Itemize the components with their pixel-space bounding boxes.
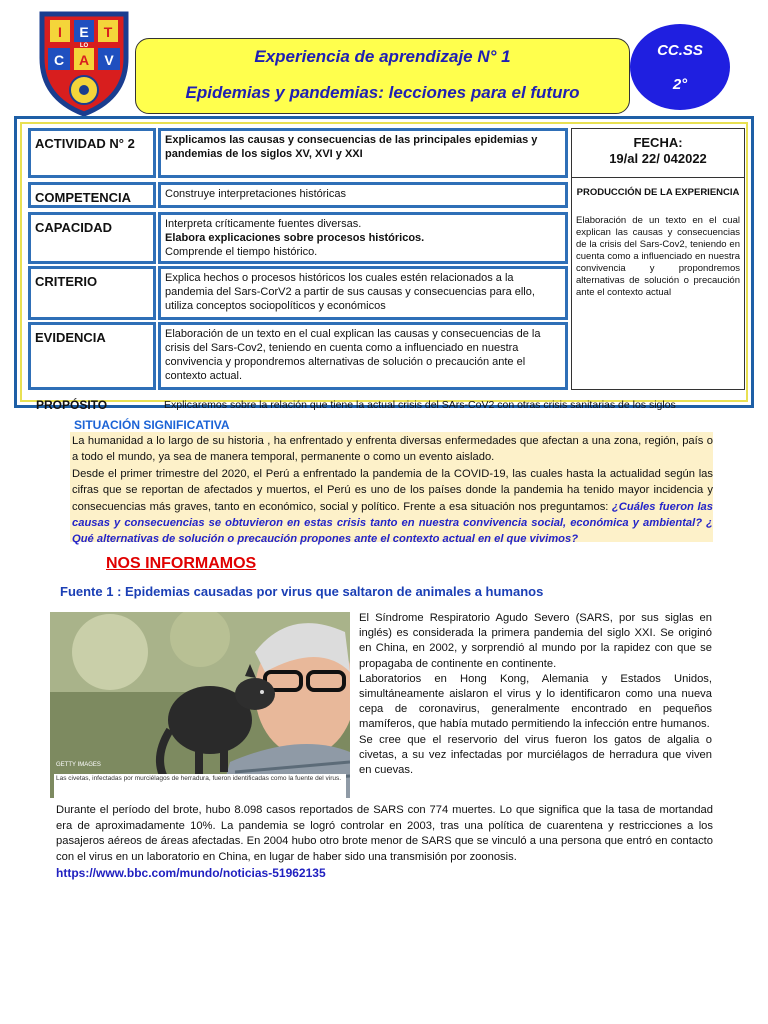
area-badge: [630, 24, 730, 110]
capacidad-line-2: Elabora explicaciones sobre procesos históricos.: [165, 232, 425, 244]
fuente-title: Fuente 1 : Epidemias causadas por virus que saltaron de animales a humanos: [60, 584, 544, 599]
school-logo: [36, 8, 132, 116]
capacidad-label: CAPACIDAD: [28, 212, 156, 264]
photo-credit: GETTY IMAGES: [56, 762, 101, 768]
competencia-text: Construye interpretaciones históricas: [158, 182, 568, 208]
situacion-paragraph-2: [72, 466, 713, 548]
source-link[interactable]: https://www.bbc.com/mundo/noticias-51962135: [56, 866, 326, 880]
sars-paragraph-3: Se cree que el reservorio del virus fueron los gatos de algalia o civetas, a su vez infectadas por murciélagos de herradura que viven en cuevas.: [359, 733, 712, 777]
produccion-text: Elaboración de un texto en el cual explican las causas y consecuencias de la crisis del Sars-Cov2, teniendo en cuenta como a influenciado en nuestra convivencia y propondremos alternativas de solución o precaución ante el contexto actual: [576, 215, 740, 298]
sars-outbreak-paragraph: Durante el período del brote, hubo 8.098 casos reportados de SARS con 774 muertes. Lo que significa que la tasa de mortandad era de aproximadamente 10%. La pandemia se logró controlar en 2003, tras una política de cuarentena y restricciones a los pasajeros aéreos de áreas afectadas. En 2004 hubo otro brote menor de SARS que se vinculó a una persona que entró en contacto con el virus en un laboratorio en China, en lugar de haber sido una transmisión por zoonosis.: [56, 804, 713, 863]
logo-letter-a: A: [78, 52, 90, 68]
logo-letter-i: I: [58, 24, 62, 40]
fecha-block: [572, 135, 744, 167]
logo-letter-e: E: [79, 24, 89, 40]
experience-subtitle: Epidemias y pandemias: lecciones para el futuro: [185, 83, 580, 102]
capacidad-line-3: Comprende el tiempo histórico.: [165, 246, 318, 258]
logo-letter-lo: LO: [79, 43, 89, 49]
civet-photo: [50, 612, 350, 798]
situacion-text: [72, 433, 713, 548]
sars-paragraph-1: El Síndrome Respiratorio Agudo Severo (SARS, por sus siglas en inglés) es considerada la primera pandemia del siglo XXI. Se originó en China, en 2002, y sorprendió al mundo por la rapidez con que se propagaba de continente en continente.: [359, 612, 712, 670]
logo-letter-t: T: [103, 24, 113, 40]
situacion-question: ¿Cuáles fueron las causas y consecuencias se obtuvieron en estas crisis tanto en nuestra convivencia social, económica y ambiental? ¿ Qué alternativas de solución o precaución propones ante el contexto actual en el que vivimos?: [72, 500, 713, 546]
photo-caption: Las civetas, infectadas por murciélagos de herradura, fueron identificadas como la fuente del virus.: [54, 774, 346, 798]
fecha-produccion-panel: [571, 128, 745, 390]
sars-description: [359, 611, 712, 778]
logo-letter-c: C: [53, 52, 65, 68]
grade-label: 2°: [672, 76, 688, 93]
fecha-value: 19/al 22/ 042022: [609, 151, 707, 166]
fecha-label: FECHA:: [633, 135, 683, 150]
situacion-paragraph-1: La humanidad a lo largo de su historia , ha enfrentado y enfrenta diversas enfermedades que afectan a una zona, región, país o a todo el mundo, ya sea de manera temporal, permanente o como un evento aislado.: [72, 435, 713, 464]
capacidad-text: [158, 212, 568, 264]
area-label: CC.SS: [657, 42, 703, 59]
proposito-text: Explicaremos sobre la relación que tiene la actual crisis del SArs-CoV2 con otras crisis sanitarias de los siglos: [164, 399, 676, 411]
produccion-title: PRODUCCIÓN DE LA EXPERIENCIA: [576, 187, 740, 198]
situacion-paragraph-2-text: Desde el primer trimestre del 2020, el Perú a enfrentado la pandemia de la COVID-19, las cuales hasta la actualidad según las cifras que se reportan de afectados y muertos, el Perú es uno de los países donde la pandemia ha tenido mayor incidencia y consecuencias más graves, tanto en económico, social y político. Frente a esa situación nos preguntamos:: [72, 467, 713, 513]
capacidad-line-1: Interpreta críticamente fuentes diversas.: [165, 218, 362, 230]
evidencia-text: Elaboración de un texto en el cual explican las causas y consecuencias de la crisis del Sars-Cov2, teniendo en cuenta como a influenciado en nuestra convivencia y propondremos alternativas de solución o precaución ante el contexto actual.: [158, 322, 568, 390]
criterio-text: Explica hechos o procesos históricos los cuales estén relacionados a la pandemia del Sars-CorV2 a partir de sus causas y consecuencias para ello, utiliza conceptos sociopolíticos y económicos: [158, 266, 568, 320]
logo-letter-v: V: [104, 52, 114, 68]
competencia-label: COMPETENCIA: [28, 182, 156, 208]
actividad-label: ACTIVIDAD N° 2: [28, 128, 156, 178]
criterio-label: CRITERIO: [28, 266, 156, 320]
proposito-label: PROPÓSITO: [36, 398, 108, 412]
nos-informamos-title: NOS INFORMAMOS: [106, 555, 257, 572]
experience-title: Experiencia de aprendizaje N° 1: [254, 47, 511, 66]
situacion-title: SITUACIÓN SIGNIFICATIVA: [74, 418, 230, 432]
evidencia-label: EVIDENCIA: [28, 322, 156, 390]
fecha-divider: [572, 177, 744, 178]
actividad-text: Explicamos las causas y consecuencias de las principales epidemias y pandemias de los siglos XV, XVI y XXI: [158, 128, 568, 178]
civet-photo-illustration: [50, 612, 350, 798]
header-banner: [135, 38, 630, 114]
sars-paragraph-2: Laboratorios en Hong Kong, Alemania y Estados Unidos, simultáneamente aislaron el virus y lo identificaron como una nueva cepa de coronavirus, generalmente encontrado en pequeños mamíferos, que había mutado permitiendo la infección entre humanos.: [359, 672, 712, 731]
